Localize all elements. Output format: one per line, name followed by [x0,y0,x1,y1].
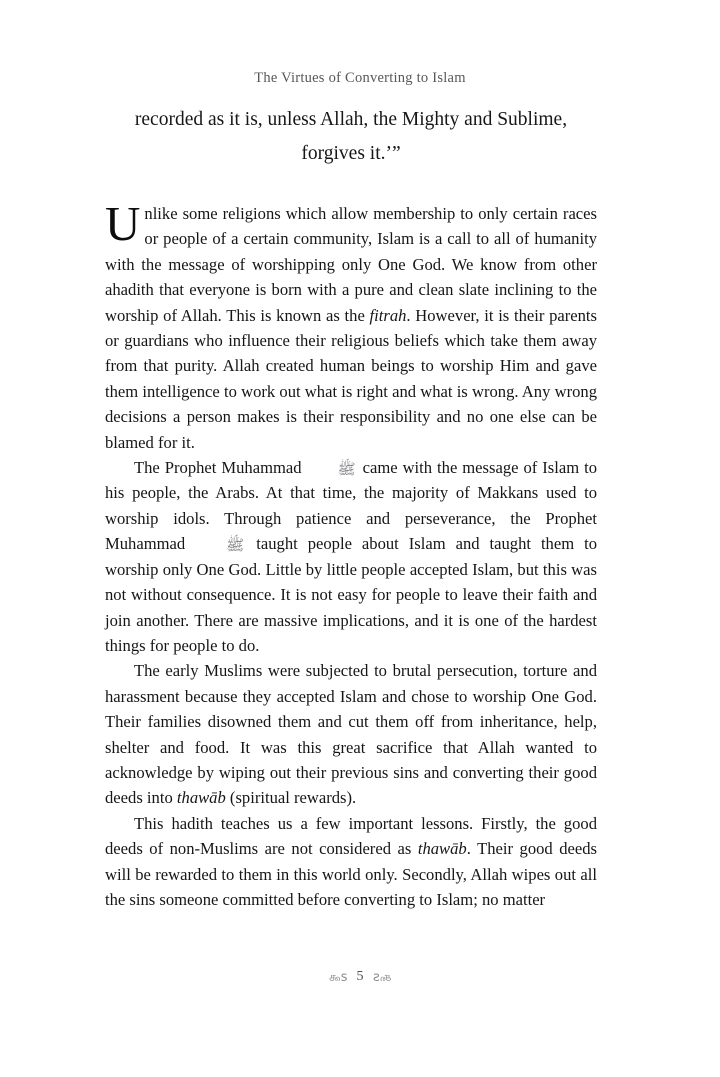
transliterated-term-thawab: thawāb [417,839,467,859]
paragraph-text: nlike some religions which allow membership to only certain races or people of a certain community, Islam is a call to all of humanity with the message of worshipping only One God. We know from other ahadith that everyone is born with a pure and clean slate inclining to the worship of Allah. This is known as the [105,204,597,325]
sallallahu-alayhi-wasallam-icon: ﷺ [337,460,356,479]
transliterated-term-thawab: thawāb [176,788,226,808]
hadith-quote-continuation [105,103,597,171]
page-number: 5 [356,969,364,984]
paragraph-text-cont: came with the message of Islam to his people, the Arabs. At that time, the majority of Makkans used to worship idols. Through patience and perseverance, the Prophet Muhammad [105,458,597,554]
paragraph-text-cont: . However, it is their parents or guardians who influence their religious beliefs which take them away from that purity. Allah created human beings to worship Him and gave them intelligence to work out what is right and what is wrong. Any wrong decisions a person makes is their responsibility and no one else can be blamed for it. [105,305,597,452]
paragraph-text: The Prophet Muhammad [134,458,307,478]
paragraph-early-muslims [105,658,597,810]
text-column [105,103,597,912]
quote-line-2: forgives it.’” [301,143,401,164]
flourish-ornament-left-icon: ௯s [328,969,348,985]
drop-cap-letter: U [105,196,141,251]
paragraph-hadith-lessons [105,811,597,913]
paragraph-unlike-some-religions [105,196,597,455]
paragraph-text: This hadith teaches us a few important lessons. Firstly, the good deeds of non-Muslims are not considered as [105,813,597,859]
paragraph-text: The early Muslims were subjected to brutal persecution, torture and harassment because they accepted Islam and chose to worship One God. Their families disowned them and cut them off from inheritance, help, shelter and food. It was this great sacrifice that Allah wanted to acknowledge by wiping out their previous sins and converting their good deeds into [105,661,597,808]
quote-line-1: recorded as it is, unless Allah, the Mighty and Sublime, [134,109,568,130]
transliterated-term-fitrah: fitrah [369,305,407,325]
paragraph-prophet-muhammad [105,455,597,658]
flourish-ornament-right-icon: ௯s [372,969,392,985]
page-footer [0,969,720,984]
sallallahu-alayhi-wasallam-icon: ﷺ [226,536,245,555]
paragraph-text-end: taught people about Islam and taught them to worship only One God. Little by little people accepted Islam, but this was not without consequence. It is not easy for people to leave their faith and join another. There are massive implications, and it is one of the hardest things for people to do. [105,534,598,655]
paragraph-text-cont: (spiritual rewards). [225,788,357,808]
paragraph-text-cont: . Their good deeds will be rewarded to them in this world only. Secondly, Allah wipes out all the sins someone committed before converting to Islam; no matter [105,839,597,909]
running-header: The Virtues of Converting to Islam [254,70,466,86]
